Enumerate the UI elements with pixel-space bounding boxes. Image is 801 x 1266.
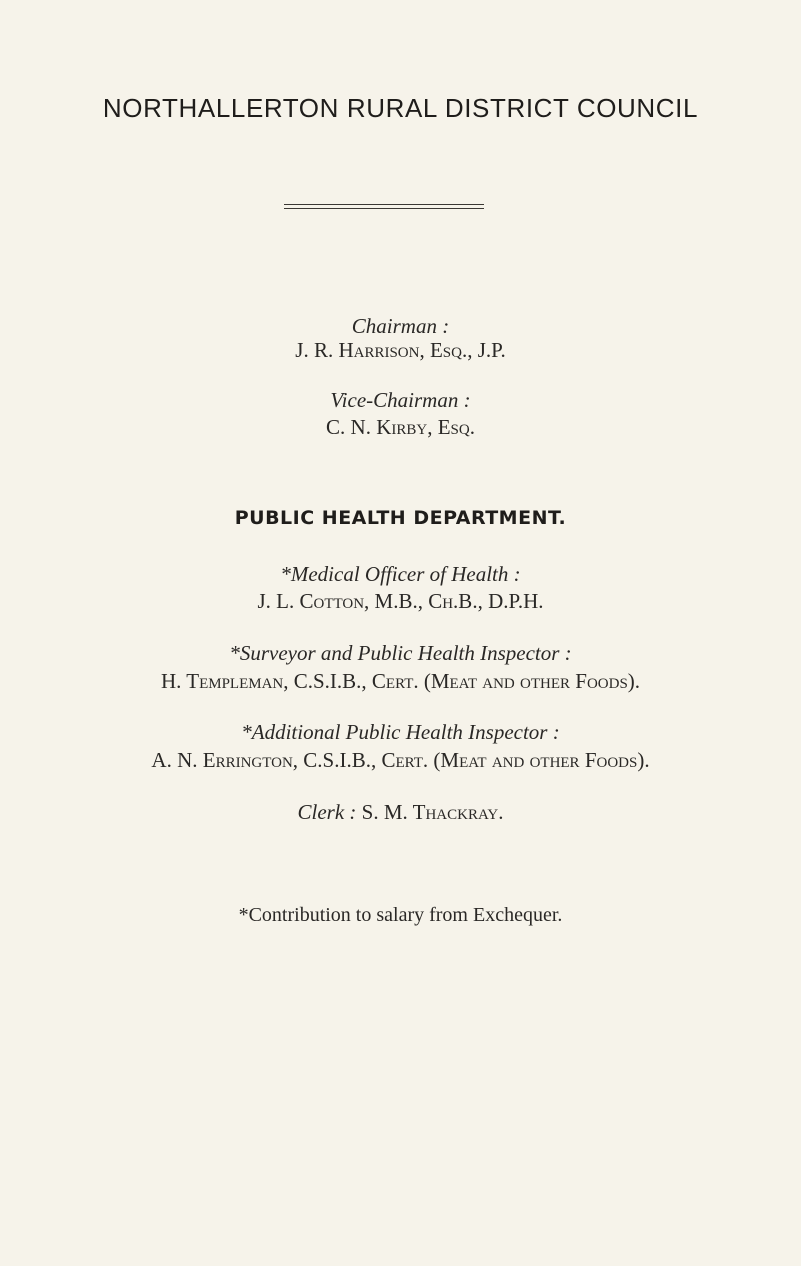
- chairman-title: Chairman :: [351, 314, 450, 338]
- clerk-name: S. M. Thackray.: [361, 800, 504, 824]
- decorative-rule-top: [284, 204, 484, 205]
- department-heading: PUBLIC HEALTH DEPARTMENT.: [234, 507, 567, 529]
- footnote: *Contribution to salary from Exchequer.: [238, 904, 563, 926]
- medical-officer-name: J. L. Cotton, M.B., Ch.B., D.P.H.: [257, 589, 544, 613]
- chairman-name: J. R. Harrison, Esq., J.P.: [295, 338, 506, 362]
- decorative-rule-bottom: [284, 208, 484, 209]
- surveyor-name: H. Templeman, C.S.I.B., Cert. (Meat and other Foods).: [160, 669, 641, 693]
- additional-inspector-name: A. N. Errington, C.S.I.B., Cert. (Meat and other Foods).: [151, 748, 650, 772]
- clerk-title: Clerk :: [297, 800, 357, 824]
- additional-inspector-title: *Additional Public Health Inspector :: [241, 720, 560, 744]
- vice-chairman-title: Vice-Chairman :: [330, 388, 471, 412]
- vice-chairman-name: C. N. Kirby, Esq.: [326, 415, 475, 439]
- medical-officer-title: *Medical Officer of Health :: [280, 562, 521, 586]
- council-title: NORTHALLERTON RURAL DISTRICT COUNCIL: [102, 93, 699, 123]
- surveyor-title: *Surveyor and Public Health Inspector :: [229, 641, 572, 665]
- clerk-line: [0, 800, 801, 825]
